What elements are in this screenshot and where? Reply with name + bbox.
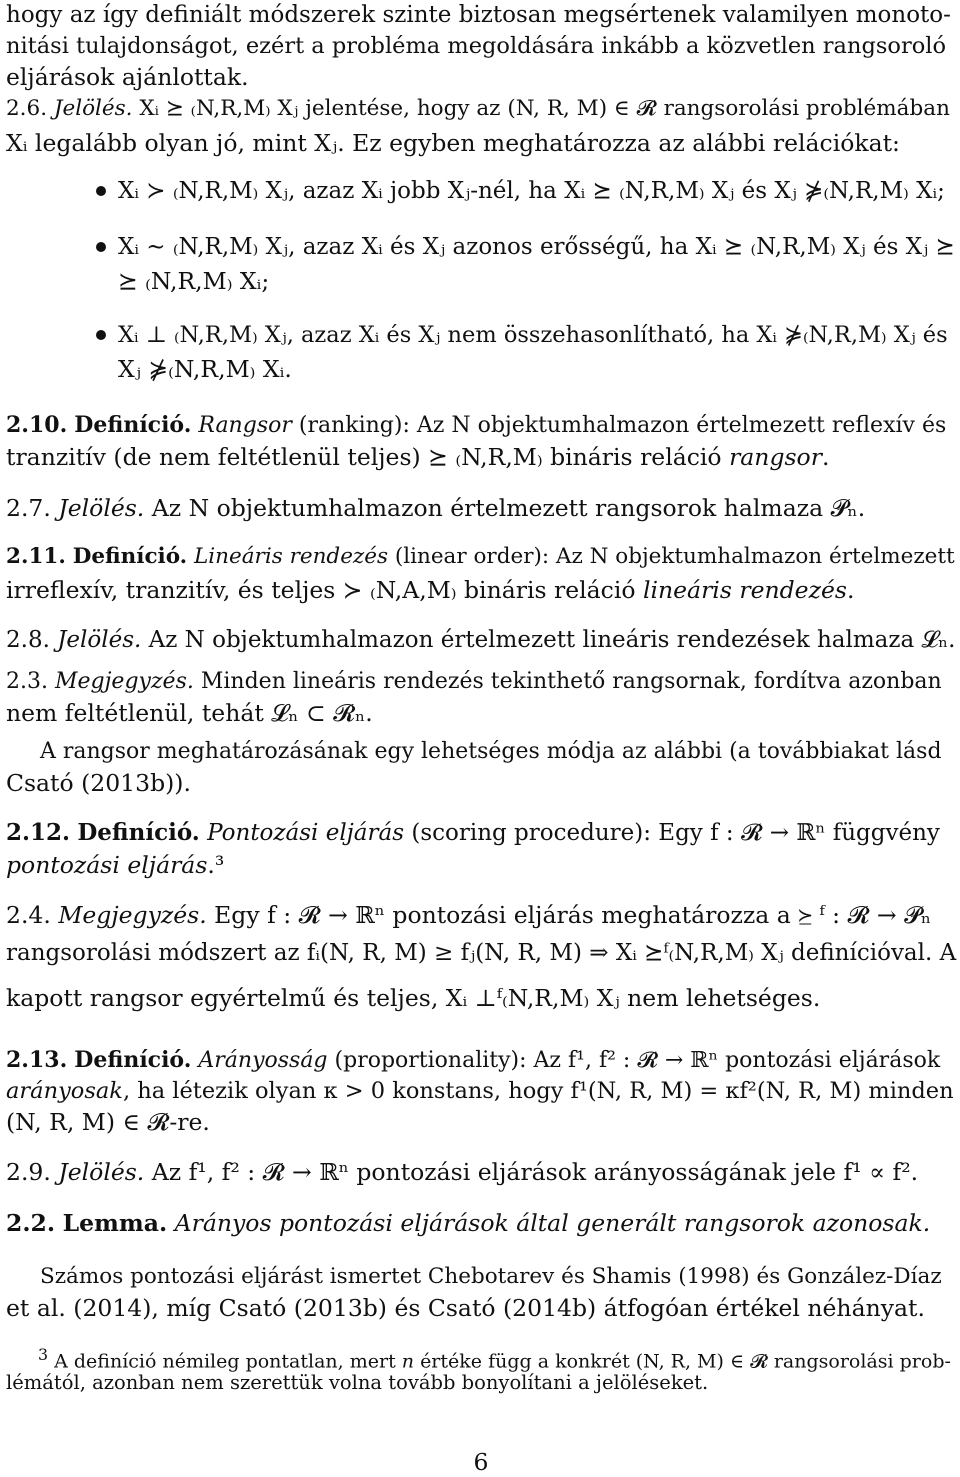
bullet-point — [96, 330, 106, 340]
bullet-point — [96, 242, 106, 252]
text-line: (N, R, M) ∈ 𝓡-re. — [6, 1108, 210, 1136]
definition-2-11: 2.11. Definíció. Lineáris rendezés (linear order): Az N objektumhalmazon értelmezett — [6, 544, 955, 569]
footnote-mark: 3 — [38, 1345, 49, 1364]
text-line: kapott rangsor egyértelmű és teljes, Xᵢ ⊥ᶠ₍N,R,M₎ Xⱼ nem lehetséges. — [6, 984, 821, 1012]
text-line: Számos pontozási eljárást ismertet Chebotarev és Shamis (1998) és González-Díaz — [40, 1264, 942, 1289]
text-line: eljárások ajánlottak. — [6, 63, 249, 91]
footnote: $^3$ A definíció némileg pontatlan, mert n értéke függ a konkrét (N, R, M) ∈ 𝓡 rangsorolási prob- — [38, 1345, 951, 1373]
text-line: nem feltétlenül, tehát 𝓛ₙ ⊂ 𝓡ₙ. — [6, 699, 373, 727]
text-line: Xᵢ legalább olyan jó, mint Xⱼ. Ez egyben meghatározza az alábbi relációkat: — [6, 129, 900, 157]
definition-2-13: 2.13. Definíció. Arányosság (proportionality): Az f¹, f² : 𝓡 → ℝⁿ pontozási eljárások — [6, 1047, 941, 1073]
remark-2-4: 2.4. Megjegyzés. Egy f : 𝓡 → ℝⁿ pontozási eljárás meghatározza a ⪰ ᶠ : 𝓡 → 𝓟ₙ — [6, 901, 932, 929]
text-line: arányosak, ha létezik olyan κ > 0 konstans, hogy f¹(N, R, M) = κf²(N, R, M) minden — [6, 1078, 954, 1104]
page-number: 6 — [473, 1448, 489, 1476]
footnote-cont: lémától, azonban nem szerettük volna tovább bonyolítani a jelöléseket. — [6, 1371, 709, 1394]
text-line: tranzitív (de nem feltétlenül teljes) ⪰ ₍N,R,M₎ bináris reláció rangsor. — [6, 443, 830, 471]
bullet-item-equal-cont: ⪰ ₍N,R,M₎ Xᵢ; — [118, 267, 270, 295]
lemma-2-2: 2.2. Lemma. Arányos pontozási eljárások által generált rangsorok azonosak. — [6, 1209, 931, 1237]
defined-term: Rangsor — [198, 413, 292, 438]
defined-term: Lineáris rendezés — [194, 544, 388, 569]
item-number: 2.6. — [6, 96, 48, 121]
defined-term: Arányosság — [198, 1048, 328, 1073]
text-line: Csató (2013b)). — [6, 769, 191, 797]
bullet-item-incomparable: Xᵢ ⊥ ₍N,R,M₎ Xⱼ, azaz Xᵢ és Xⱼ nem összehasonlítható, ha Xᵢ ⋡₍N,R,M₎ Xⱼ és — [118, 322, 948, 348]
notation-2-7: 2.7. Jelölés. Az N objektumhalmazon értelmezett rangsorok halmaza 𝓟ₙ. — [6, 494, 866, 522]
text-line: et al. (2014), míg Csató (2013b) és Csató (2014b) átfogóan értékel néhányat. — [6, 1294, 925, 1322]
definition-2-12: 2.12. Definíció. Pontozási eljárás (scoring procedure): Egy f : 𝓡 → ℝⁿ függvény — [6, 819, 940, 846]
bullet-item-incomparable-cont: Xⱼ ⋡₍N,R,M₎ Xᵢ. — [118, 355, 292, 383]
notation-2-6: 2.6. Jelölés. Xᵢ ⪰ ₍N,R,M₎ Xⱼ jelentése, hogy az (N, R, M) ∈ 𝓡 rangsorolási problémában — [6, 96, 950, 121]
text-line: A rangsor meghatározásának egy lehetséges módja az alábbi (a továbbiakat lásd — [40, 739, 942, 764]
definition-2-10: 2.10. Definíció. Rangsor (ranking): Az N objektumhalmazon értelmezett reflexív és — [6, 412, 947, 438]
text-line: pontozási eljárás.³ — [6, 851, 225, 879]
text-line: irreflexív, tranzitív, és teljes ≻ ₍N,A,M₎ bináris reláció lineáris rendezés. — [6, 576, 855, 604]
item-label: Jelölés. — [53, 96, 133, 121]
defined-term: Pontozási eljárás — [207, 820, 405, 846]
notation-2-8: 2.8. Jelölés. Az N objektumhalmazon értelmezett lineáris rendezések halmaza 𝓛ₙ. — [6, 627, 956, 653]
text-line: nitási tulajdonságot, ezért a probléma megoldására inkább a közvetlen rangsoroló — [6, 33, 946, 59]
remark-2-3: 2.3. Megjegyzés. Minden lineáris rendezés tekinthető rangsornak, fordítva azonban — [6, 669, 942, 694]
bullet-point — [96, 186, 106, 196]
notation-2-9: 2.9. Jelölés. Az f¹, f² : 𝓡 → ℝⁿ pontozási eljárások arányosságának jele f¹ ∝ f². — [6, 1158, 919, 1186]
text-line: rangsorolási módszert az fᵢ(N, R, M) ≥ fⱼ(N, R, M) ⇒ Xᵢ ⪰ᶠ₍N,R,M₎ Xⱼ definícióval. A — [6, 940, 957, 966]
text-line: hogy az így definiált módszerek szinte biztosan megsértenek valamilyen monoto- — [6, 2, 951, 28]
bullet-item-better: Xᵢ ≻ ₍N,R,M₎ Xⱼ, azaz Xᵢ jobb Xⱼ-nél, ha Xᵢ ⪰ ₍N,R,M₎ Xⱼ és Xⱼ ⋡₍N,R,M₎ Xᵢ; — [118, 178, 945, 204]
bullet-item-equal: Xᵢ ∼ ₍N,R,M₎ Xⱼ, azaz Xᵢ és Xⱼ azonos erősségű, ha Xᵢ ⪰ ₍N,R,M₎ Xⱼ és Xⱼ ⪰ — [118, 234, 955, 260]
